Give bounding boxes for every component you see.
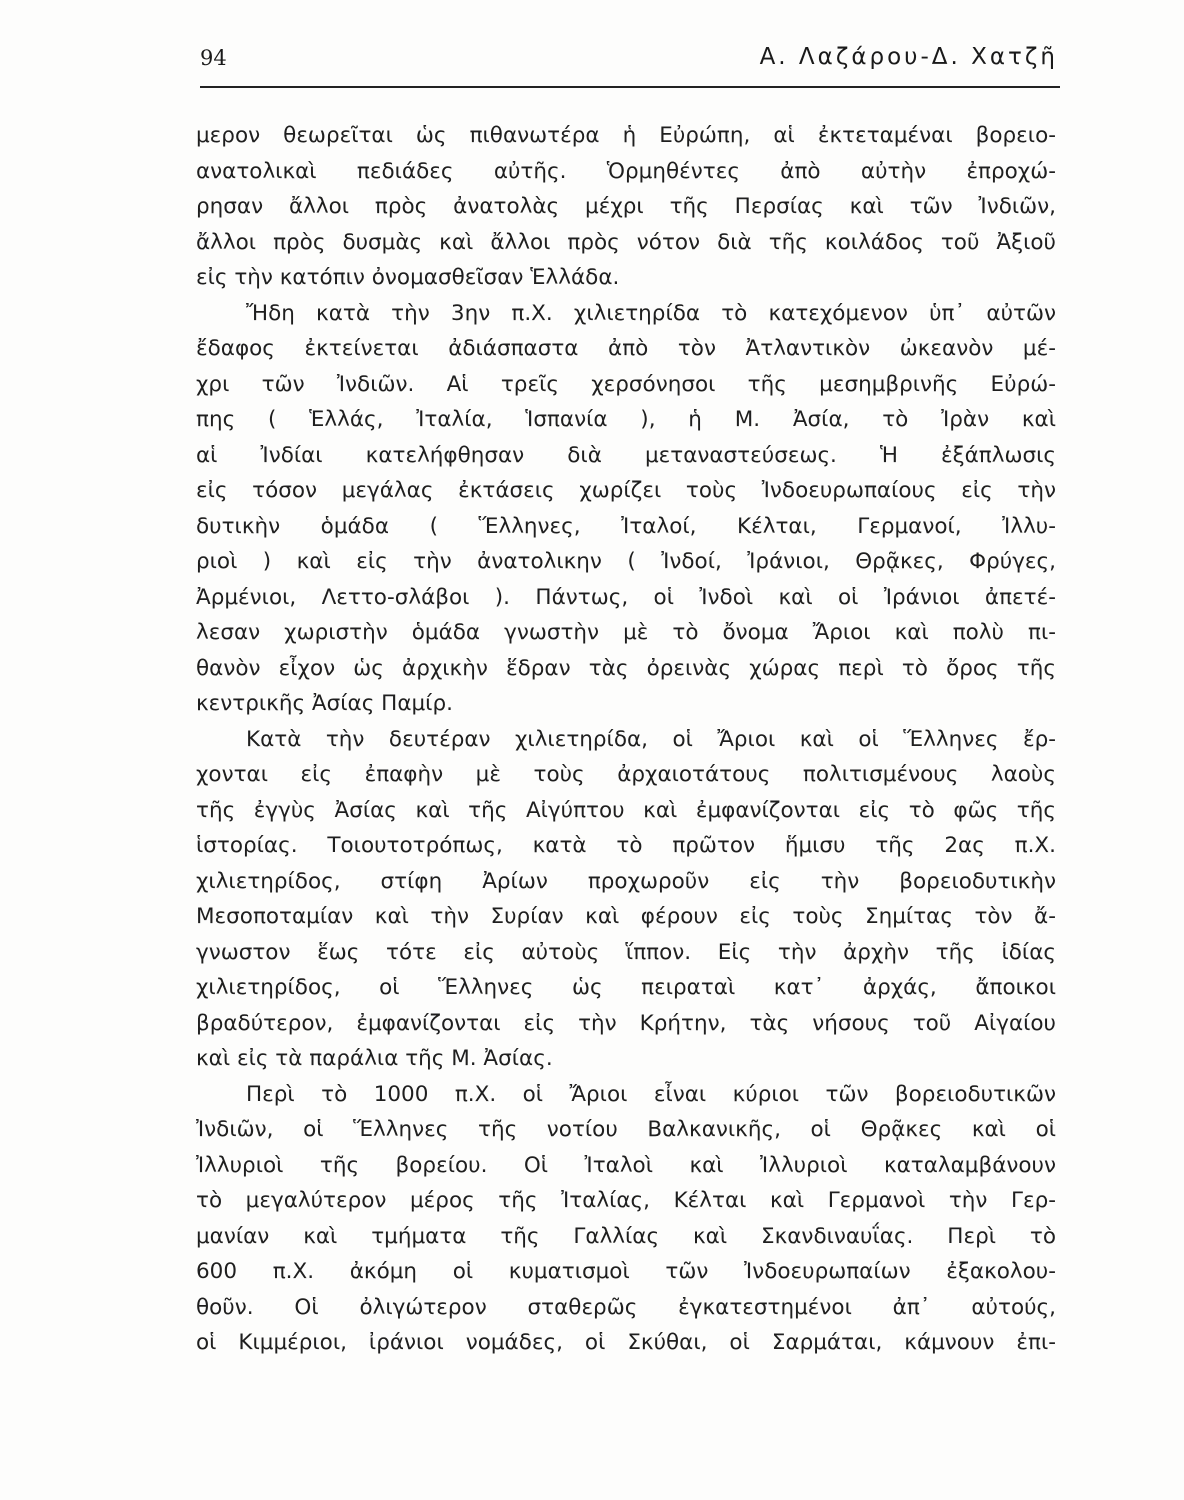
text-line: αἱ Ἰνδίαι κατελήφθησαν διὰ μεταναστεύσεως. Ἡ ἐξάπλωσις — [196, 442, 1056, 468]
running-title: Α. Λαζάρου-Δ. Χατζῆ — [759, 44, 1058, 70]
text-line: χιλιετηρίδος, στίφη Ἀρίων προχωροῦν εἰς τὴν βορειοδυτικὴν — [196, 868, 1056, 894]
paragraph — [196, 118, 1056, 296]
text-line: χιλιετηρίδος, οἱ Ἕλληνες ὡς πειραταὶ κατ᾽ ἀρχάς, ἄποικοι — [196, 975, 1056, 1000]
text-line: ἄλλοι πρὸς δυσμὰς καὶ ἄλλοι πρὸς νότον διὰ τῆς κοιλάδος τοῦ Ἀξιοῦ — [196, 229, 1056, 255]
text-line: Ἰλλυριοὶ τῆς βορείου. Οἱ Ἰταλοὶ καὶ Ἰλλυριοὶ καταλαμβάνουν — [196, 1152, 1056, 1178]
text-line: Ἀρμένιοι, Λεττο-σλάβοι ). Πάντως, οἱ Ἰνδοὶ καὶ οἱ Ἰράνιοι ἀπετέ- — [196, 584, 1056, 610]
text-line: μερον θεωρεῖται ὡς πιθανωτέρα ἡ Εὐρώπη, αἱ ἐκτεταμέναι βορειο- — [196, 123, 1056, 148]
text-line: Ἤδη κατὰ τὴν 3ην π.Χ. χιλιετηρίδα τὸ κατεχόμενον ὑπ᾽ αὐτῶν — [246, 300, 1056, 326]
text-line: λεσαν χωριστὴν ὁμάδα γνωστὴν μὲ τὸ ὄνομα Ἄριοι καὶ πολὺ πι- — [196, 620, 1056, 645]
text-line: μανίαν καὶ τμήματα τῆς Γαλλίας καὶ Σκανδιναυΐας. Περὶ τὸ — [196, 1223, 1056, 1249]
text-line: γνωστον ἕως τότε εἰς αὐτοὺς ἵππον. Εἰς τὴν ἀρχὴν τῆς ἰδίας — [196, 939, 1056, 965]
paragraph — [196, 722, 1056, 1077]
text-line: χονται εἰς ἐπαφὴν μὲ τοὺς ἀρχαιοτάτους πολιτισμένους λαοὺς — [196, 762, 1056, 787]
text-line: Ἰνδιῶν, οἱ Ἕλληνες τῆς νοτίου Βαλκανικῆς, οἱ Θρᾷκες καὶ οἱ — [196, 1117, 1056, 1142]
page-number: 94 — [200, 46, 227, 70]
text-line: ανατολικαὶ πεδιάδες αὐτῆς. Ὁρμηθέντες ἀπὸ αὐτὴν ἐπροχώ- — [196, 158, 1056, 184]
text-line: πης ( Ἑλλάς, Ἰταλία, Ἱσπανία ), ἡ Μ. Ἀσία, τὸ Ἰρὰν καὶ — [196, 407, 1056, 432]
text-line: Κατὰ τὴν δευτέραν χιλιετηρίδα, οἱ Ἄριοι καὶ οἱ Ἕλληνες ἔρ- — [246, 726, 1056, 752]
header-rule — [200, 86, 1060, 88]
text-line: κεντρικῆς Ἀσίας Παμίρ. — [196, 691, 453, 716]
text-line: ρησαν ἄλλοι πρὸς ἀνατολὰς μέχρι τῆς Περσίας καὶ τῶν Ἰνδιῶν, — [196, 194, 1056, 219]
text-line: Μεσοποταμίαν καὶ τὴν Συρίαν καὶ φέρουν εἰς τοὺς Σημίτας τὸν ἄ- — [196, 904, 1056, 929]
text-line: εἰς τόσον μεγάλας ἐκτάσεις χωρίζει τοὺς Ἰνδοευρωπαίους εἰς τὴν — [196, 478, 1056, 503]
text-line: ἱστορίας. Τοιουτοτρόπως, κατὰ τὸ πρῶτον ἥμισυ τῆς 2ας π.Χ. — [196, 833, 1056, 858]
text-line: καὶ εἰς τὰ παράλια τῆς Μ. Ἀσίας. — [196, 1046, 553, 1071]
text-line: εἰς τὴν κατόπιν ὀνομασθεῖσαν Ἑλλάδα. — [196, 265, 620, 290]
text-line: θανὸν εἶχον ὡς ἀρχικὴν ἕδραν τὰς ὀρεινὰς χώρας περὶ τὸ ὄρος τῆς — [196, 655, 1056, 681]
text-line: Περὶ τὸ 1000 π.Χ. οἱ Ἄριοι εἶναι κύριοι τῶν βορειοδυτικῶν — [246, 1081, 1056, 1107]
text-line: οἱ Κιμμέριοι, ἰράνιοι νομάδες, οἱ Σκύθαι, οἱ Σαρμάται, κάμνουν ἐπι- — [196, 1330, 1056, 1355]
paragraph — [196, 296, 1056, 722]
text-line: θοῦν. Οἱ ὀλιγώτερον σταθερῶς ἐγκατεστημένοι ἀπ᾽ αὐτούς, — [196, 1294, 1056, 1320]
text-line: ριοὶ ) καὶ εἰς τὴν ἀνατολικην ( Ἰνδοί, Ἰράνιοι, Θρᾷκες, Φρύγες, — [196, 549, 1056, 574]
text-line: χρι τῶν Ἰνδιῶν. Αἱ τρεῖς χερσόνησοι τῆς μεσημβρινῆς Εὐρώ- — [196, 371, 1056, 397]
paragraph — [196, 1077, 1056, 1361]
text-line: 600 π.Χ. ἀκόμη οἱ κυματισμοὶ τῶν Ἰνδοευρωπαίων ἐξακολου- — [196, 1259, 1056, 1284]
text-line: ἔδαφος ἐκτείνεται ἀδιάσπαστα ἀπὸ τὸν Ἀτλαντικὸν ὠκεανὸν μέ- — [196, 336, 1056, 361]
text-line: τὸ μεγαλύτερον μέρος τῆς Ἰταλίας, Κέλται καὶ Γερμανοὶ τὴν Γερ- — [196, 1188, 1056, 1213]
body-text — [196, 118, 1056, 1361]
text-line: δυτικὴν ὁμάδα ( Ἕλληνες, Ἰταλοί, Κέλται, Γερμανοί, Ἰλλυ- — [196, 513, 1056, 539]
text-line: βραδύτερον, ἐμφανίζονται εἰς τὴν Κρήτην, τὰς νήσους τοῦ Αἰγαίου — [196, 1010, 1056, 1036]
text-line: τῆς ἐγγὺς Ἀσίας καὶ τῆς Αἰγύπτου καὶ ἐμφανίζονται εἰς τὸ φῶς τῆς — [196, 797, 1056, 823]
page-header — [200, 44, 1058, 86]
